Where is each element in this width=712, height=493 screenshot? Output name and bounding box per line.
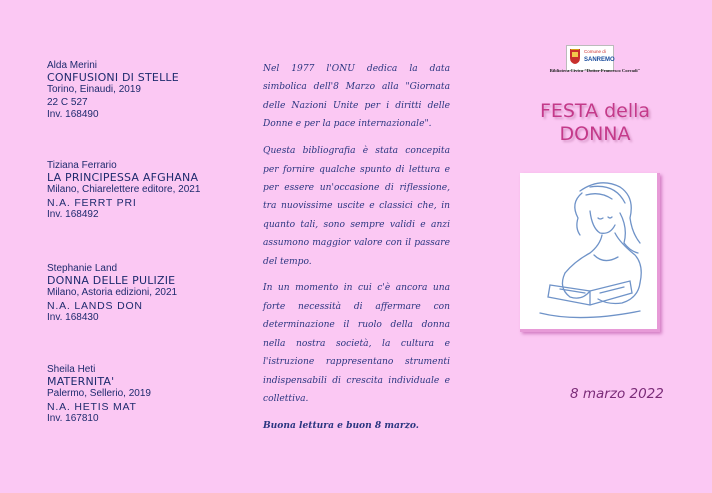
- book-title: DONNA DELLE PULIZIE: [47, 274, 176, 288]
- book-author: Stephanie Land: [47, 263, 118, 274]
- event-date: 8 marzo 2022: [570, 386, 664, 402]
- festa-title: [535, 100, 655, 146]
- festa-title-line2: DONNA: [559, 123, 631, 145]
- book-publisher: Palermo, Sellerio, 2019: [47, 388, 151, 400]
- closing-line: Buona lettura e buon 8 marzo.: [263, 419, 419, 431]
- festa-title-line1: FESTA della: [539, 100, 651, 122]
- book-collocation: N.A. FERRT PRI: [47, 196, 137, 209]
- book-entry: [47, 160, 200, 221]
- book-author: Alda Merini: [47, 60, 98, 71]
- intro-paragraph-2: Questa bibliografia è stata concepita per fornire qualche spunto di lettura e per essere un'occasione di riflessione, tra nuovissime uscite e classici che, in quanto tali, sono sempre validi e anzi assumono maggior valore con il passare del tempo.: [263, 146, 450, 267]
- book-collocation: N.A. LANDS DON: [47, 299, 143, 312]
- book-publisher: Torino, Einaudi, 2019: [47, 84, 141, 96]
- book-inventory: Inv. 168490: [47, 108, 99, 120]
- reading-woman-icon: [520, 173, 657, 329]
- intro-text: [263, 60, 450, 444]
- book-publisher: Milano, Chiarelettere editore, 2021: [47, 184, 201, 196]
- intro-paragraph-1: Nel 1977 l'ONU dedica la data simbolica dell'8 Marzo alla "Giornata delle Nazioni Unite per i diritti delle Donne e per la pace internazionale".: [263, 64, 450, 130]
- book-collocation: N.A. HETIS MAT: [47, 400, 137, 413]
- book-inventory: Inv. 168430: [47, 311, 99, 323]
- logo-caption: Comune di: [584, 49, 606, 54]
- book-publisher: Milano, Astoria edizioni, 2021: [47, 287, 178, 299]
- book-title: LA PRINCIPESSA AFGHANA: [47, 171, 199, 185]
- book-inventory: Inv. 168492: [47, 208, 99, 220]
- book-inventory: Inv. 167810: [47, 412, 99, 424]
- book-author: Sheila Heti: [47, 364, 96, 375]
- book-title: CONFUSIONI DI STELLE: [47, 71, 179, 85]
- book-entry: [47, 60, 179, 121]
- book-author: Tiziana Ferrario: [47, 160, 117, 171]
- reading-woman-illustration: [520, 173, 660, 332]
- book-title: MATERNITA': [47, 375, 115, 389]
- book-entry: [47, 263, 177, 324]
- library-name: Biblioteca Civica "Dottor Francesco Corradi": [549, 68, 641, 73]
- coat-of-arms-icon: [570, 49, 580, 64]
- book-entry: [47, 364, 151, 425]
- logo-city: SANREMO: [584, 57, 615, 63]
- intro-paragraph-3: In un momento in cui c'è ancora una forte necessità di affermare con determinazione il ruolo della donna nella nostra società, la cultura e l'istruzione rappresentano strumenti indispensabili di crescita individuale e collettiva.: [263, 283, 450, 404]
- book-collocation: 22 C 527: [47, 96, 88, 108]
